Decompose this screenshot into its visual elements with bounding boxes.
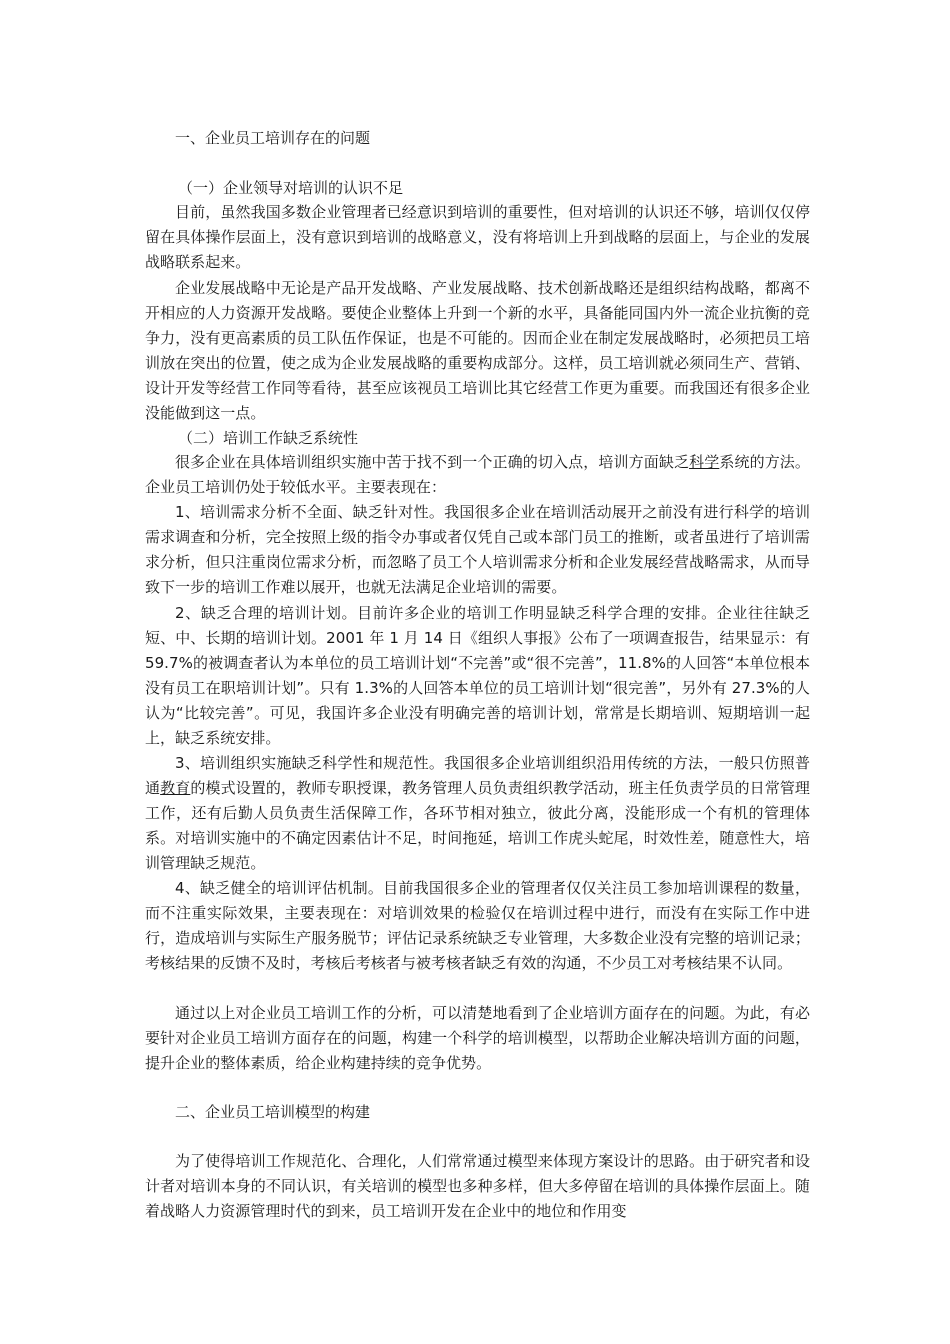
paragraph: 通过以上对企业员工培训工作的分析，可以清楚地看到了企业培训方面存在的问题。为此，有必要针对企业员工培训方面存在的问题，构建一个科学的培训模型，以帮助企业解决培训方面的问题，提升企业的整体素质，给企业构建持续的竞争优势。 (145, 1004, 810, 1072)
paragraph: 1、培训需求分析不全面、缺乏针对性。我国很多企业在培训活动展开之前没有进行科学的培训需求调查和分析，完全按照上级的指令办事或者仅凭自己或本部门员工的推断，或者虽进行了培训需求分析，但只注重岗位需求分析，而忽略了员工个人培训需求分析和企业发展经营战略需求，从而导致下一步的培训工作难以展开，也就无法满足企业培训的需要。 (145, 503, 810, 596)
subsection-2-title: （二）培训工作缺乏系统性 (178, 429, 359, 447)
paragraph (145, 751, 810, 876)
science-link[interactable]: 科学 (689, 453, 720, 471)
paragraph-text: 3、培训组织实施缺乏科学性和规范性。我国很多企业培训组织沿用传统的方法，一般只仿照普通 (145, 754, 810, 797)
paragraph-text: 的模式设置的，教师专职授课，教务管理人员负责组织教学活动，班主任负责学员的日常管理工作，还有后勤人员负责生活保障工作，各环节相对独立，彼此分离，没能形成一个有机的管理体系。对培训实施中的不确定因素估计不足，时间拖延，培训工作虎头蛇尾，时效性差，随意性大，培训管理缺乏规范。 (145, 779, 810, 872)
paragraph: 4、缺乏健全的培训评估机制。目前我国很多企业的管理者仅仅关注员工参加培训课程的数量，而不注重实际效果，主要表现在：对培训效果的检验仅在培训过程中进行，而没有在实际工作中进行，造成培训与实际生产服务脱节；评估记录系统缺乏专业管理，大多数企业没有完整的培训记录；考核结果的反馈不及时，考核后考核者与被考核者缺乏有效的沟通，不少员工对考核结果不认同。 (145, 879, 810, 972)
subsection-1-title: （一）企业领导对培训的认识不足 (178, 179, 404, 197)
paragraph: 为了使得培训工作规范化、合理化，人们常常通过模型来体现方案设计的思路。由于研究者和设计者对培训本身的不同认识，有关培训的模型也多种多样，但大多停留在培训的具体操作层面上。随着战略人力资源管理时代的到来，员工培训开发在企业中的地位和作用变 (145, 1152, 810, 1220)
paragraph-text: 很多企业在具体培训组织实施中苦于找不到一个正确的切入点，培训方面缺乏 (175, 453, 690, 471)
section-1-title: 一、企业员工培训存在的问题 (175, 129, 371, 147)
paragraph: 企业发展战略中无论是产品开发战略、产业发展战略、技术创新战略还是组织结构战略，都离不开相应的人力资源开发战略。要使企业整体上升到一个新的水平，具备能同国内外一流企业抗衡的竞争力，没有更高素质的员工队伍作保证，也是不可能的。因而企业在制定发展战略时，必须把员工培训放在突出的位置，使之成为企业发展战略的重要构成部分。这样，员工培训就必须同生产、营销、设计开发等经营工作同等看待，甚至应该视员工培训比其它经营工作更为重要。而我国还有很多企业没能做到这一点。 (145, 279, 810, 422)
education-link[interactable]: 教育 (160, 779, 191, 797)
paragraph: 目前，虽然我国多数企业管理者已经意识到培训的重要性，但对培训的认识还不够，培训仅仅停留在具体操作层面上，没有意识到培训的战略意义，没有将培训上升到战略的层面上，与企业的发展战略联系起来。 (145, 203, 810, 271)
paragraph-text: 系统的方法。企业员工培训仍处于较低水平。主要表现在： (145, 453, 810, 496)
section-2-title: 二、企业员工培训模型的构建 (175, 1103, 371, 1121)
paragraph: 2、缺乏合理的培训计划。目前许多企业的培训工作明显缺乏科学合理的安排。企业往往缺乏短、中、长期的培训计划。2001 年 1 月 14 日《组织人事报》公布了一项调查报告，结果显示：有 59.7%的被调查者认为本单位的员工培训计划“不完善”或“很不完善”，11.8%的人回答“本单位根本没有员工在职培训计划”。只有 1.3%的人回答本单位的员工培训计划“很完善”，另外有 27.3%的人认为“比较完善”。可见，我国许多企业没有明确完善的培训计划，常常是长期培训、短期培训一起上，缺乏系统安排。 (145, 604, 810, 747)
paragraph (145, 450, 810, 500)
